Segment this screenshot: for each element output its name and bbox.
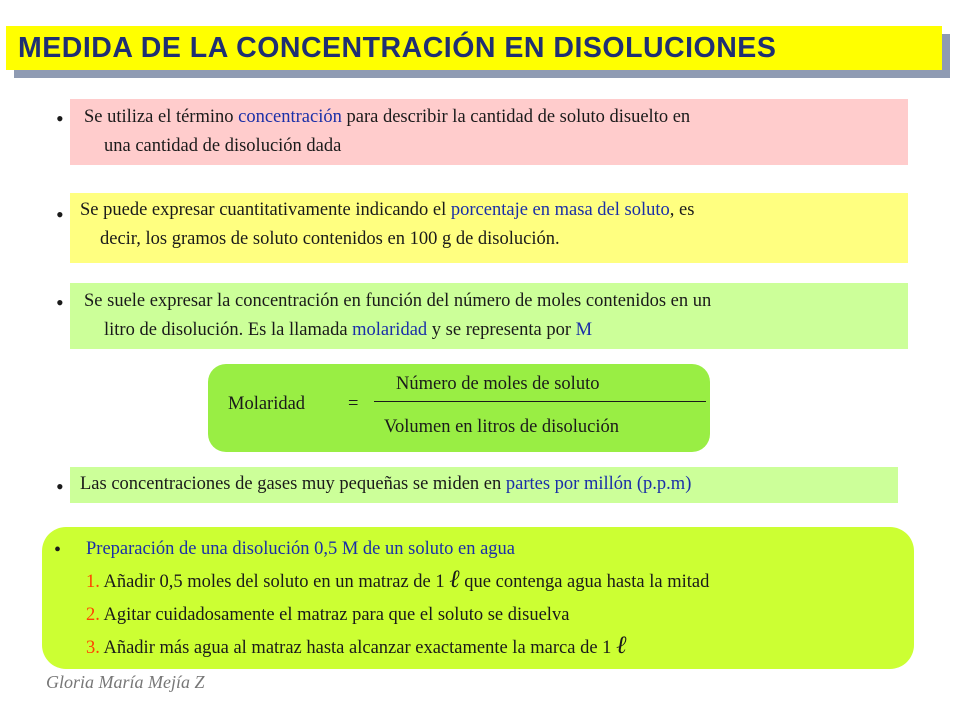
step-2: 2. Agitar cuidadosamente el matraz para que el soluto se disuelva	[86, 605, 570, 625]
formula-equals: =	[348, 394, 359, 414]
mass-percentage-box	[70, 193, 908, 263]
slide-title: MEDIDA DE LA CONCENTRACIÓN EN DISOLUCIONES	[6, 26, 942, 70]
term-porcentaje-masa: porcentaje en masa del soluto	[450, 200, 670, 220]
author-signature: Gloria María Mejía Z	[46, 672, 205, 692]
concentration-definition-line2: una cantidad de disolución dada	[104, 136, 342, 156]
term-concentracion: concentración	[238, 107, 342, 127]
step-1: 1. Añadir 0,5 moles del soluto en un matraz de 1 ℓ que contenga agua hasta la mitad	[86, 566, 710, 593]
ppm-box	[70, 467, 898, 503]
step-3: 3. Añadir más agua al matraz hasta alcanzar exactamente la marca de 1 ℓ	[86, 632, 627, 659]
concentration-definition-line1: Se utiliza el término concentración para describir la cantidad de soluto disuelto en	[84, 107, 691, 127]
concentration-definition-box	[70, 99, 908, 165]
mass-percentage-line2: decir, los gramos de soluto contenidos en 100 g de disolución.	[100, 229, 560, 249]
formula-denominator: Volumen en litros de disolución	[384, 417, 619, 437]
term-ppm: partes por millón (p.p.m)	[505, 474, 692, 494]
bullet-4: •	[56, 474, 64, 499]
step-3-number: 3.	[86, 638, 100, 658]
molarity-formula	[208, 364, 710, 452]
term-m: M	[575, 320, 593, 340]
liter-symbol: ℓ	[449, 566, 460, 593]
formula-numerator: Número de moles de soluto	[396, 374, 600, 394]
bullet-3: •	[56, 290, 64, 315]
mass-percentage-line1: Se puede expresar cuantitativamente indicando el porcentaje en masa del soluto, es	[80, 200, 695, 220]
step-2-number: 2.	[86, 605, 100, 625]
ppm-line: Las concentraciones de gases muy pequeñas se miden en partes por millón (p.p.m)	[80, 474, 692, 494]
molarity-line2: litro de disolución. Es la llamada molaridad y se representa por M	[104, 320, 593, 340]
liter-symbol: ℓ	[616, 632, 627, 659]
molarity-box	[70, 283, 908, 349]
bullet-5: •	[54, 539, 62, 561]
step-1-number: 1.	[86, 572, 100, 592]
preparation-box	[42, 527, 914, 669]
term-molaridad: molaridad	[352, 320, 428, 340]
bullet-2: •	[56, 202, 64, 227]
formula-label: Molaridad	[228, 394, 306, 414]
preparation-heading: Preparación de una disolución 0,5 M de un soluto en agua	[86, 539, 515, 559]
bullet-1: •	[56, 106, 64, 131]
fraction-bar	[374, 401, 706, 402]
molarity-line1: Se suele expresar la concentración en función del número de moles contenidos en un	[84, 291, 712, 311]
